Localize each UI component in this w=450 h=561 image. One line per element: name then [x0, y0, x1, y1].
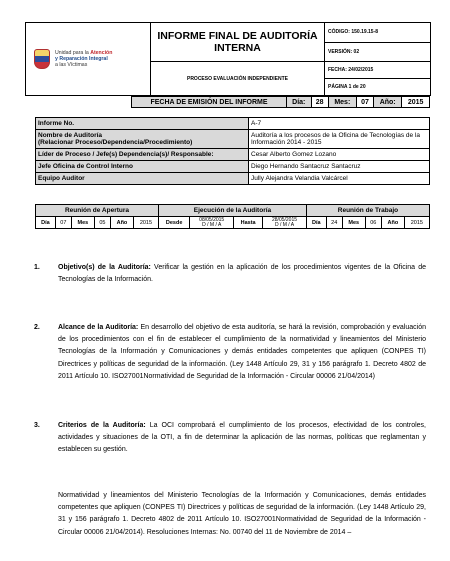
- table-row: [36, 118, 430, 130]
- process-leader-value: Cesar Alberto Gomez Lozano: [249, 149, 430, 161]
- from-label: Desde: [159, 217, 190, 229]
- audit-team-label: Equipo Auditor: [36, 173, 249, 185]
- work-day-value: 24: [326, 217, 342, 229]
- table-row: [36, 161, 430, 173]
- process-leader-label: Líder de Proceso / Jefe(s) Dependencia(s)/ Responsable:: [36, 149, 249, 161]
- year-label: Año:: [374, 97, 402, 108]
- section-scope: [34, 322, 426, 383]
- table-row: [36, 205, 430, 217]
- opening-year-label: Año: [111, 217, 134, 229]
- document-header: [25, 22, 431, 96]
- audit-info-table: [35, 117, 430, 185]
- table-row: [36, 130, 430, 149]
- opening-day-value: 07: [55, 217, 71, 229]
- coat-of-arms-icon: [34, 49, 50, 69]
- criteria-regulations-paragraph: Normatividad y lineamientos del Ministerio Tecnologías de la Información y Comunicaciones, demás entidades competentes que apliquen (CONPES TI) Directrices y políticas de seguridad de la información. (Ley 1448 Artículo 29, 31 y 156 parágrafo 1. Decreto 4802 de 2011 Artículo 10. ISO27001Normatividad de Seguridad de la Información - Circular 00006 21/04/2014). Resoluciones Internas: No. 00740 del 11 de Noviembre de 2014 –: [58, 492, 426, 536]
- issue-date-label: FECHA DE EMISIÓN DEL INFORME: [132, 97, 287, 108]
- date-field: FECHA: 24/02/2015: [325, 62, 431, 79]
- table-row: [36, 149, 430, 161]
- work-day-label: Día: [306, 217, 326, 229]
- table-row: [36, 173, 430, 185]
- table-row: [36, 217, 430, 229]
- section-objective: [34, 262, 426, 286]
- process-subtitle: PROCESO EVALUACIÓN INDEPENDIENTE: [151, 62, 325, 96]
- section-heading: Criterios de la Auditoría:: [58, 422, 146, 429]
- document-title: INFORME FINAL DE AUDITORÍA INTERNA: [151, 23, 325, 62]
- work-year-label: Año: [381, 217, 404, 229]
- execution-header: Ejecución de la Auditoría: [159, 205, 307, 217]
- section-text: Criterios de la Auditoría: La OCI comprobará el cumplimiento de los procesos, efectividad de los controles, actividades y situaciones de la OTI, a fin de determinar la aplicación de las normas, políticas que reglamentan y establecen su gestión.: [58, 422, 426, 454]
- section-criteria: [34, 420, 426, 457]
- institution-logo: [28, 49, 148, 69]
- report-number-value: A-7: [249, 118, 430, 130]
- control-head-label: Jefe Oficina de Control Interno: [36, 161, 249, 173]
- meetings-table: [35, 204, 430, 229]
- section-number: 3.: [34, 422, 40, 429]
- code-field: CÓDIGO: 150.19.15-8: [325, 23, 431, 43]
- opening-meeting-header: Reunión de Apertura: [36, 205, 159, 217]
- section-text: Objetivo(s) de la Auditoría: Verificar la gestión en la aplicación de los procedimientos vigentes de la Oficina de Tecnologías de la Información.: [58, 264, 426, 284]
- to-date: 28/05/2015 D / M / A: [263, 217, 307, 229]
- opening-month-value: 05: [94, 217, 110, 229]
- version-field: VERSIÓN: 02: [325, 42, 431, 62]
- section-heading: Objetivo(s) de la Auditoría:: [58, 264, 151, 271]
- audit-name-value: Auditoría a los procesos de la Oficina de Tecnologías de la Información 2014 - 2015: [249, 130, 430, 149]
- logo-cell: [26, 23, 151, 96]
- opening-year-value: 2015: [133, 217, 158, 229]
- audit-name-label: Nombre de Auditoría (Relacionar Proceso/Dependencia/Procedimiento): [36, 130, 249, 149]
- opening-day-label: Día: [36, 217, 56, 229]
- section-text: Alcance de la Auditoría: En desarrollo del objetivo de esta auditoría, se hará la revisión, comprobación y evaluación de los procedimientos con el fin de establecer el cumplimiento de la normatividad y lineamientos del Ministerio Tecnologías de la Información y Comunicaciones y demás entidades competentes que apliquen (CONPES TI) Directrices y políticas de seguridad de la información. (Ley 1448 Artículo 29, 31 y 156 parágrafo 1. Decreto 4802 de 2011 Artículo 10. ISO27001Normatividad de Seguridad de la Información - Circular 00006 21/04/2014): [58, 324, 427, 380]
- from-date: 08/05/2015 D / M / A: [190, 217, 234, 229]
- year-value: 2015: [402, 97, 430, 108]
- to-label: Hasta: [234, 217, 263, 229]
- month-label: Mes:: [328, 97, 356, 108]
- report-number-label: Informe No.: [36, 118, 249, 130]
- page-field: PÁGINA 1 de 20: [325, 79, 431, 96]
- section-heading: Alcance de la Auditoría:: [58, 324, 139, 331]
- month-value: 07: [356, 97, 373, 108]
- audit-team-value: Jully Alejandra Velandia Valcárcel: [249, 173, 430, 185]
- day-value: 28: [311, 97, 328, 108]
- control-head-value: Diego Hernando Santacruz Santacruz: [249, 161, 430, 173]
- section-number: 2.: [34, 324, 40, 331]
- work-year-value: 2015: [404, 217, 429, 229]
- work-month-label: Mes: [342, 217, 365, 229]
- opening-month-label: Mes: [71, 217, 94, 229]
- work-month-value: 06: [365, 217, 381, 229]
- logo-text: Unidad para la Atención y Reparación Integral a las Víctimas: [55, 50, 113, 68]
- issue-date-row: [131, 96, 430, 108]
- section-number: 1.: [34, 264, 40, 271]
- day-label: Día:: [287, 97, 312, 108]
- work-meeting-header: Reunión de Trabajo: [306, 205, 429, 217]
